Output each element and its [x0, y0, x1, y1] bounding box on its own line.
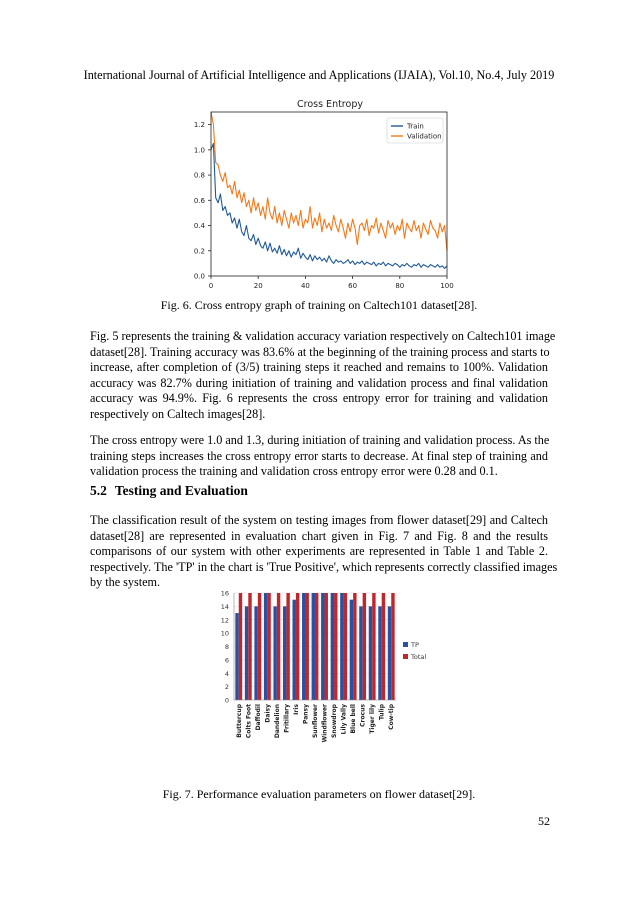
bar-tp	[264, 593, 267, 700]
bar-total	[372, 593, 375, 700]
cross-entropy-chart	[175, 95, 465, 295]
text-line: increase, after completion of (3/5) training steps it reached and remains to 100%. Validation	[90, 360, 548, 374]
bar-tp	[283, 606, 286, 700]
bar-tp	[273, 606, 276, 700]
bar-total	[391, 593, 394, 700]
bar-tp	[350, 600, 353, 700]
legend-swatch-total	[403, 654, 408, 659]
category-label: Iris	[292, 704, 300, 715]
category-label: Buttercup	[235, 704, 243, 738]
bar-total	[382, 593, 385, 700]
bar-total	[248, 593, 251, 700]
y-tick-label: 0.8	[193, 171, 205, 180]
category-label: Tiger lily	[369, 704, 377, 734]
paragraph-evaluation	[90, 513, 558, 591]
text-line: accuracy was 82.7% during initiation of training and validation process and final validation	[90, 375, 548, 390]
category-label: Sunflower	[312, 704, 319, 739]
section-heading	[90, 483, 256, 499]
bar-tp	[359, 606, 362, 700]
section-number: 5.2	[90, 483, 107, 498]
flower-performance-chart	[210, 585, 450, 775]
category-label: Blue bell	[350, 704, 358, 734]
legend-label-validation: Validation	[407, 132, 442, 141]
paragraph-accuracy	[90, 329, 556, 422]
y-tick-label: 1.0	[193, 146, 205, 155]
y-tick-label: 14	[220, 602, 229, 611]
bar-tp	[321, 593, 324, 700]
bar-total	[305, 593, 308, 700]
category-label: Cow-tip	[388, 704, 396, 730]
bar-tp	[312, 593, 315, 700]
y-tick-label: 4	[224, 669, 229, 678]
category-label: Crocus	[359, 704, 367, 727]
bar-total	[267, 593, 270, 700]
category-label: Lily Vally	[340, 704, 348, 735]
category-label: Daisy	[264, 704, 272, 723]
bar-tp	[254, 606, 257, 700]
bar-tp	[302, 593, 305, 700]
y-tick-label: 0.2	[193, 247, 205, 256]
bar-total	[258, 593, 261, 700]
category-label: Snowdrop	[331, 704, 339, 738]
paragraph-cross-entropy	[90, 433, 548, 480]
bar-total	[286, 593, 289, 700]
chart-title: Cross Entropy	[297, 99, 363, 110]
text-line: validation process the training and validation cross entropy error were 0.28 and 0.1.	[90, 464, 498, 478]
y-tick-label: 10	[220, 629, 229, 638]
text-line: dataset[28] are represented in evaluation chart given in Fig. 7 and Fig. 8 and the results	[90, 528, 548, 543]
bar-total	[325, 593, 328, 700]
legend-label-tp: TP	[411, 641, 419, 649]
category-label: Daffodil	[254, 704, 262, 731]
text-line: accuracy was 94.9%. Fig. 6 represents the cross entropy error for training and validation	[90, 391, 548, 405]
y-tick-label: 8	[224, 643, 229, 651]
category-label: Pansy	[302, 704, 310, 725]
bar-tp	[340, 593, 343, 700]
category-label: Tulip	[378, 704, 386, 721]
bar-total	[239, 593, 242, 700]
x-tick-label: 0	[208, 282, 214, 290]
bar-tp	[388, 606, 391, 700]
bar-total	[277, 593, 280, 700]
journal-header: International Journal of Artificial Intelligence and Applications (IJAIA), Vol.10, No.4, July 2019	[83, 68, 555, 82]
text-line: dataset[28]. Training accuracy was 83.6% at the beginning of the training process and starts to	[90, 344, 550, 359]
bar-total	[334, 593, 337, 700]
legend-swatch-tp	[403, 642, 408, 647]
bar-tp	[293, 600, 296, 700]
text-line: respectively. The 'TP' in the chart is 'True Positive', which represents correctly classified images	[90, 559, 558, 574]
bar-total	[363, 593, 366, 700]
bar-total	[315, 593, 318, 700]
bar-tp	[245, 606, 248, 700]
x-tick-label: 60	[348, 282, 358, 290]
y-tick-label: 12	[220, 616, 229, 625]
page-number: 52	[538, 814, 550, 828]
x-tick-label: 100	[440, 282, 454, 290]
text-line: comparisons of our system with other experiments are represented in Table 1 and Table 2.	[90, 544, 548, 558]
y-tick-label: 2	[224, 683, 229, 692]
bar-total	[296, 593, 299, 700]
text-line: The classification result of the system on testing images from flower dataset[29] and Caltech	[90, 513, 548, 527]
legend-label-total: Total	[411, 653, 427, 661]
section-title: Testing and Evaluation	[114, 483, 248, 498]
y-tick-label: 0.6	[193, 196, 205, 205]
bar-total	[344, 593, 347, 700]
x-tick-label: 40	[300, 282, 310, 290]
y-tick-label: 16	[220, 589, 229, 598]
text-line: Fig. 5 represents the training & validation accuracy variation respectively on Caltech101 image	[90, 329, 556, 343]
fig6-caption: Fig. 6. Cross entropy graph of training on Caltech101 dataset[28].	[160, 298, 478, 312]
y-tick-label: 6	[224, 656, 229, 665]
text-line: The cross entropy were 1.0 and 1.3, during initiation of training and validation process. As the	[90, 433, 550, 447]
y-tick-label: 0.4	[193, 222, 205, 231]
bar-tp	[378, 606, 381, 700]
category-label: Windflower	[321, 704, 329, 743]
fig7-caption: Fig. 7. Performance evaluation parameters on flower dataset[29].	[162, 787, 476, 801]
bar-tp	[235, 613, 238, 700]
category-label: Fritillary	[283, 704, 291, 733]
legend-label-train: Train	[407, 122, 424, 131]
text-line: respectively on Caltech images[28].	[90, 406, 266, 421]
text-line: by the system.	[90, 575, 161, 589]
x-tick-label: 20	[253, 282, 263, 290]
bar-total	[353, 593, 356, 700]
category-label: Dandelion	[273, 704, 281, 739]
x-tick-label: 80	[395, 282, 405, 290]
text-line: training steps increases the cross entropy error starts to decrease. At final step of training and	[90, 448, 548, 463]
bar-tp	[369, 606, 372, 700]
category-label: Colts Foot	[245, 704, 253, 739]
y-tick-label: 0	[224, 696, 229, 705]
bar-tp	[331, 593, 334, 700]
y-tick-label: 1.2	[193, 121, 205, 130]
y-tick-label: 0.0	[193, 272, 205, 281]
